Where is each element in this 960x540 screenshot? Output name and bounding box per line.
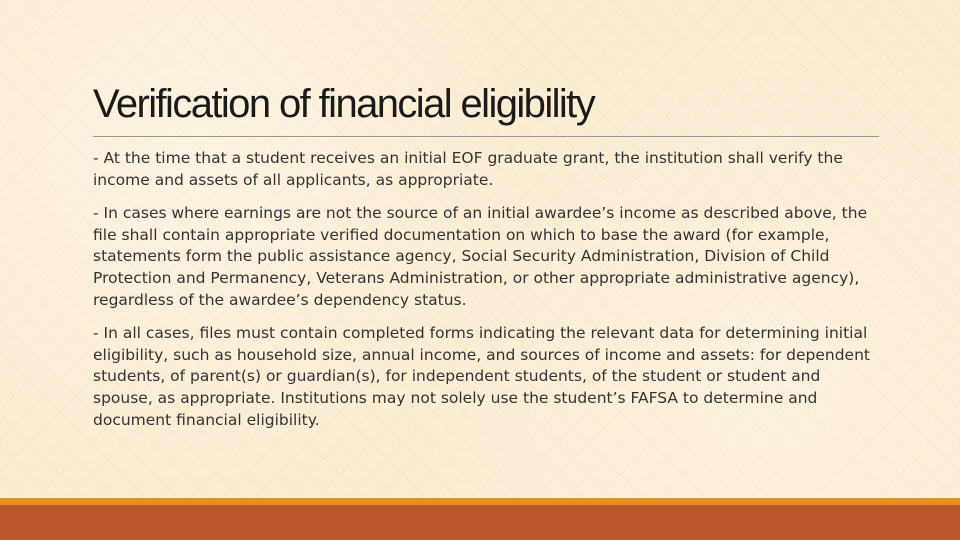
slide-body	[93, 148, 883, 443]
footer-accent-band-thin	[0, 498, 960, 505]
body-paragraph-2: - In cases where earnings are not the source of an initial awardee’s income as described above, the file shall contain appropriate verified documentation on which to base the award (for example, statements form the public assistance agency, Social Security Administration, Division of Child Protection and Permanency, Veterans Administration, or other appropriate administrative agency), regardless of the awardee’s dependency status.	[93, 204, 868, 309]
body-paragraph-1: - At the time that a student receives an initial EOF graduate grant, the institution shall verify the income and assets of all applicants, as appropriate.	[93, 149, 843, 189]
body-paragraph-3: - In all cases, files must contain completed forms indicating the relevant data for determining initial eligibility, such as household size, annual income, and sources of income and assets: for dependent students, of parent(s) or guardian(s), for independent students, of the student or student and spouse, as appropriate. Institutions may not solely use the student’s FAFSA to determine and document financial eligibility.	[93, 324, 870, 429]
title-divider	[93, 136, 879, 137]
footer-accent-band	[0, 505, 960, 540]
slide-title: Verification of financial eligibility	[93, 82, 595, 126]
